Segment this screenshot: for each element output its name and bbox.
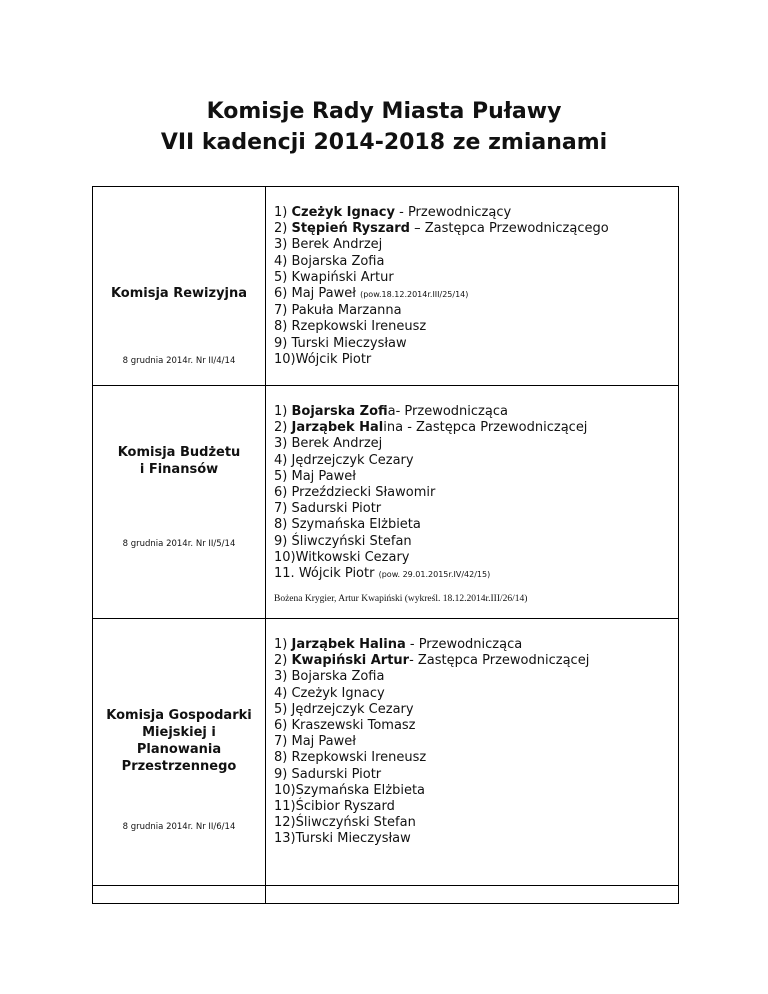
committee-name	[93, 285, 265, 302]
member-name-bold: Kwapiński Artur	[291, 653, 410, 669]
member-number: 11)	[274, 799, 296, 815]
member-number: 3)	[274, 669, 292, 685]
member-item	[274, 566, 678, 583]
member-text: Śliwczyński Stefan	[291, 533, 412, 549]
member-item	[274, 420, 678, 436]
member-number: 8)	[274, 517, 292, 533]
members-block	[266, 619, 678, 848]
member-text: Kraszewski Tomasz	[291, 718, 416, 734]
member-item	[274, 485, 678, 501]
member-name-bold: Jarząbek Hal	[291, 420, 384, 436]
member-text: Turski Mieczysław	[291, 335, 407, 351]
committee-resolution: 8 grudnia 2014r. Nr II/4/14	[122, 356, 236, 366]
member-number: 13)	[274, 831, 296, 847]
member-number: 1)	[274, 205, 292, 220]
member-text: Szymańska Elżbieta	[295, 782, 426, 798]
committee-name-block	[93, 187, 265, 385]
member-text: Rzepkowski Ireneusz	[291, 750, 427, 766]
member-text: Witkowski Cezary	[295, 549, 410, 565]
member-text: - Przewodniczący	[394, 205, 512, 220]
member-item	[274, 286, 678, 303]
title-line-1: Komisje Rady Miasta Puławy	[206, 99, 562, 124]
member-number: 6)	[274, 286, 292, 302]
member-text: Maj Paweł	[291, 286, 361, 302]
member-text: – Zastępca Przewodniczącego	[409, 221, 609, 237]
member-name-bold: Jarząbek Halina	[291, 637, 406, 652]
member-list	[274, 205, 678, 368]
member-item	[274, 336, 678, 352]
member-number: 7)	[274, 734, 292, 750]
committee-name-line: i Finansów	[139, 462, 219, 477]
member-text: Bojarska Zofia	[291, 669, 385, 685]
member-item	[274, 637, 678, 653]
member-text: Maj Paweł	[291, 468, 356, 484]
member-item	[274, 453, 678, 469]
member-text: Wójcik Piotr	[295, 351, 372, 367]
committee-name-line: Komisja Budżetu	[117, 445, 241, 460]
member-number: 4)	[274, 452, 292, 468]
member-item	[274, 205, 678, 221]
member-number: 2)	[274, 221, 292, 237]
committee-name-block	[93, 386, 265, 618]
member-note: (pow. 29.01.2015r.IV/42/15)	[378, 570, 491, 580]
member-item	[274, 517, 678, 533]
member-name-bold: Bojarska Zofi	[291, 404, 388, 419]
member-number: 10)	[274, 549, 296, 565]
member-number: 11.	[274, 566, 299, 582]
removed-members-note: Bożena Krygier, Artur Kwapiński (wykreśl. 18.12.2014r.III/26/14)	[274, 594, 528, 605]
committee-name	[93, 444, 265, 478]
member-item	[274, 550, 678, 566]
member-number: 9)	[274, 766, 292, 782]
empty-row	[93, 886, 679, 904]
member-number: 7)	[274, 303, 292, 319]
committee-members-cell	[266, 187, 679, 386]
member-item	[274, 831, 678, 847]
committee-row	[93, 187, 679, 386]
member-text: Czeżyk Ignacy	[291, 685, 385, 701]
member-item	[274, 750, 678, 766]
members-block	[266, 386, 678, 605]
member-number: 1)	[274, 404, 292, 419]
member-item	[274, 799, 678, 815]
empty-cell-right	[266, 886, 679, 904]
committee-members-cell	[266, 386, 679, 619]
member-number: 5)	[274, 701, 292, 717]
title-line-2: VII kadencji 2014-2018 ze zmianami	[160, 130, 608, 155]
committee-name-block	[93, 619, 265, 885]
member-item	[274, 352, 678, 368]
member-number: 2)	[274, 653, 292, 669]
member-number: 9)	[274, 335, 292, 351]
member-item	[274, 469, 678, 485]
member-text: - Zastępca Przewodniczącej	[409, 653, 590, 669]
member-text: Śliwczyński Stefan	[295, 815, 416, 831]
page-title	[0, 96, 768, 158]
member-item	[274, 237, 678, 253]
members-block	[266, 187, 678, 368]
member-text: a- Przewodnicząca	[387, 404, 508, 419]
member-item	[274, 404, 678, 420]
member-number: 12)	[274, 815, 296, 831]
member-item	[274, 686, 678, 702]
member-note: (pow.18.12.2014r.III/25/14)	[360, 290, 469, 300]
member-text: Kwapiński Artur	[291, 269, 394, 285]
member-name-bold: Czeżyk Ignacy	[291, 205, 395, 220]
committee-resolution: 8 grudnia 2014r. Nr II/5/14	[122, 539, 236, 549]
committees-table	[92, 186, 679, 904]
member-number: 1)	[274, 637, 292, 652]
committee-row	[93, 386, 679, 619]
member-item	[274, 501, 678, 517]
member-item	[274, 718, 678, 734]
member-name-bold: Stępień Ryszard	[291, 221, 410, 237]
member-item	[274, 669, 678, 685]
committee-name-cell	[93, 619, 266, 886]
member-text: Pakuła Marzanna	[291, 303, 402, 319]
member-text: Ścibior Ryszard	[295, 799, 395, 815]
member-number: 6)	[274, 718, 292, 734]
member-text: Maj Paweł	[291, 734, 356, 750]
member-number: 10)	[274, 782, 296, 798]
member-item	[274, 653, 678, 669]
member-item	[274, 270, 678, 286]
member-number: 5)	[274, 269, 292, 285]
committee-row	[93, 619, 679, 886]
member-item	[274, 436, 678, 452]
member-item	[274, 319, 678, 335]
committee-name-line: Komisja Gospodarki	[106, 708, 252, 723]
member-text: Jędrzejczyk Cezary	[291, 452, 414, 468]
member-list	[274, 404, 678, 583]
member-item	[274, 734, 678, 750]
member-text: Rzepkowski Ireneusz	[291, 319, 427, 335]
member-text: Jędrzejczyk Cezary	[291, 701, 414, 717]
committee-name	[93, 707, 265, 775]
member-text: Sadurski Piotr	[291, 501, 382, 517]
member-item	[274, 815, 678, 831]
committee-name-cell	[93, 386, 266, 619]
member-text: - Przewodnicząca	[405, 637, 523, 652]
member-number: 4)	[274, 685, 292, 701]
member-number: 8)	[274, 750, 292, 766]
member-number: 6)	[274, 485, 292, 501]
member-number: 2)	[274, 420, 292, 436]
member-item	[274, 702, 678, 718]
committee-name-line: Miejskiej i	[142, 725, 216, 740]
member-text: Bojarska Zofia	[291, 253, 385, 269]
member-number: 3)	[274, 237, 292, 253]
member-text: ina - Zastępca Przewodniczącej	[383, 420, 588, 436]
member-number: 10)	[274, 351, 296, 367]
member-text: Przeździecki Sławomir	[291, 485, 436, 501]
committee-name-cell	[93, 187, 266, 386]
member-text: Turski Mieczysław	[295, 831, 411, 847]
member-text: Berek Andrzej	[291, 237, 383, 253]
committee-name-line: Przestrzennego	[121, 759, 237, 774]
member-item	[274, 254, 678, 270]
member-item	[274, 534, 678, 550]
committee-resolution: 8 grudnia 2014r. Nr II/6/14	[122, 822, 236, 832]
member-number: 7)	[274, 501, 292, 517]
committee-name-line: Planowania	[136, 742, 222, 757]
committee-name-line: Komisja Rewizyjna	[110, 286, 248, 301]
member-list	[274, 637, 678, 848]
member-item	[274, 221, 678, 237]
member-text: Berek Andrzej	[291, 436, 383, 452]
member-number: 3)	[274, 436, 292, 452]
member-number: 8)	[274, 319, 292, 335]
member-text: Szymańska Elżbieta	[291, 517, 421, 533]
committee-members-cell	[266, 619, 679, 886]
member-item	[274, 783, 678, 799]
member-number: 9)	[274, 533, 292, 549]
member-number: 4)	[274, 253, 292, 269]
member-number: 5)	[274, 468, 292, 484]
empty-cell-left	[93, 886, 266, 904]
member-item	[274, 303, 678, 319]
member-text: Wójcik Piotr	[298, 566, 379, 582]
member-item	[274, 767, 678, 783]
member-text: Sadurski Piotr	[291, 766, 382, 782]
